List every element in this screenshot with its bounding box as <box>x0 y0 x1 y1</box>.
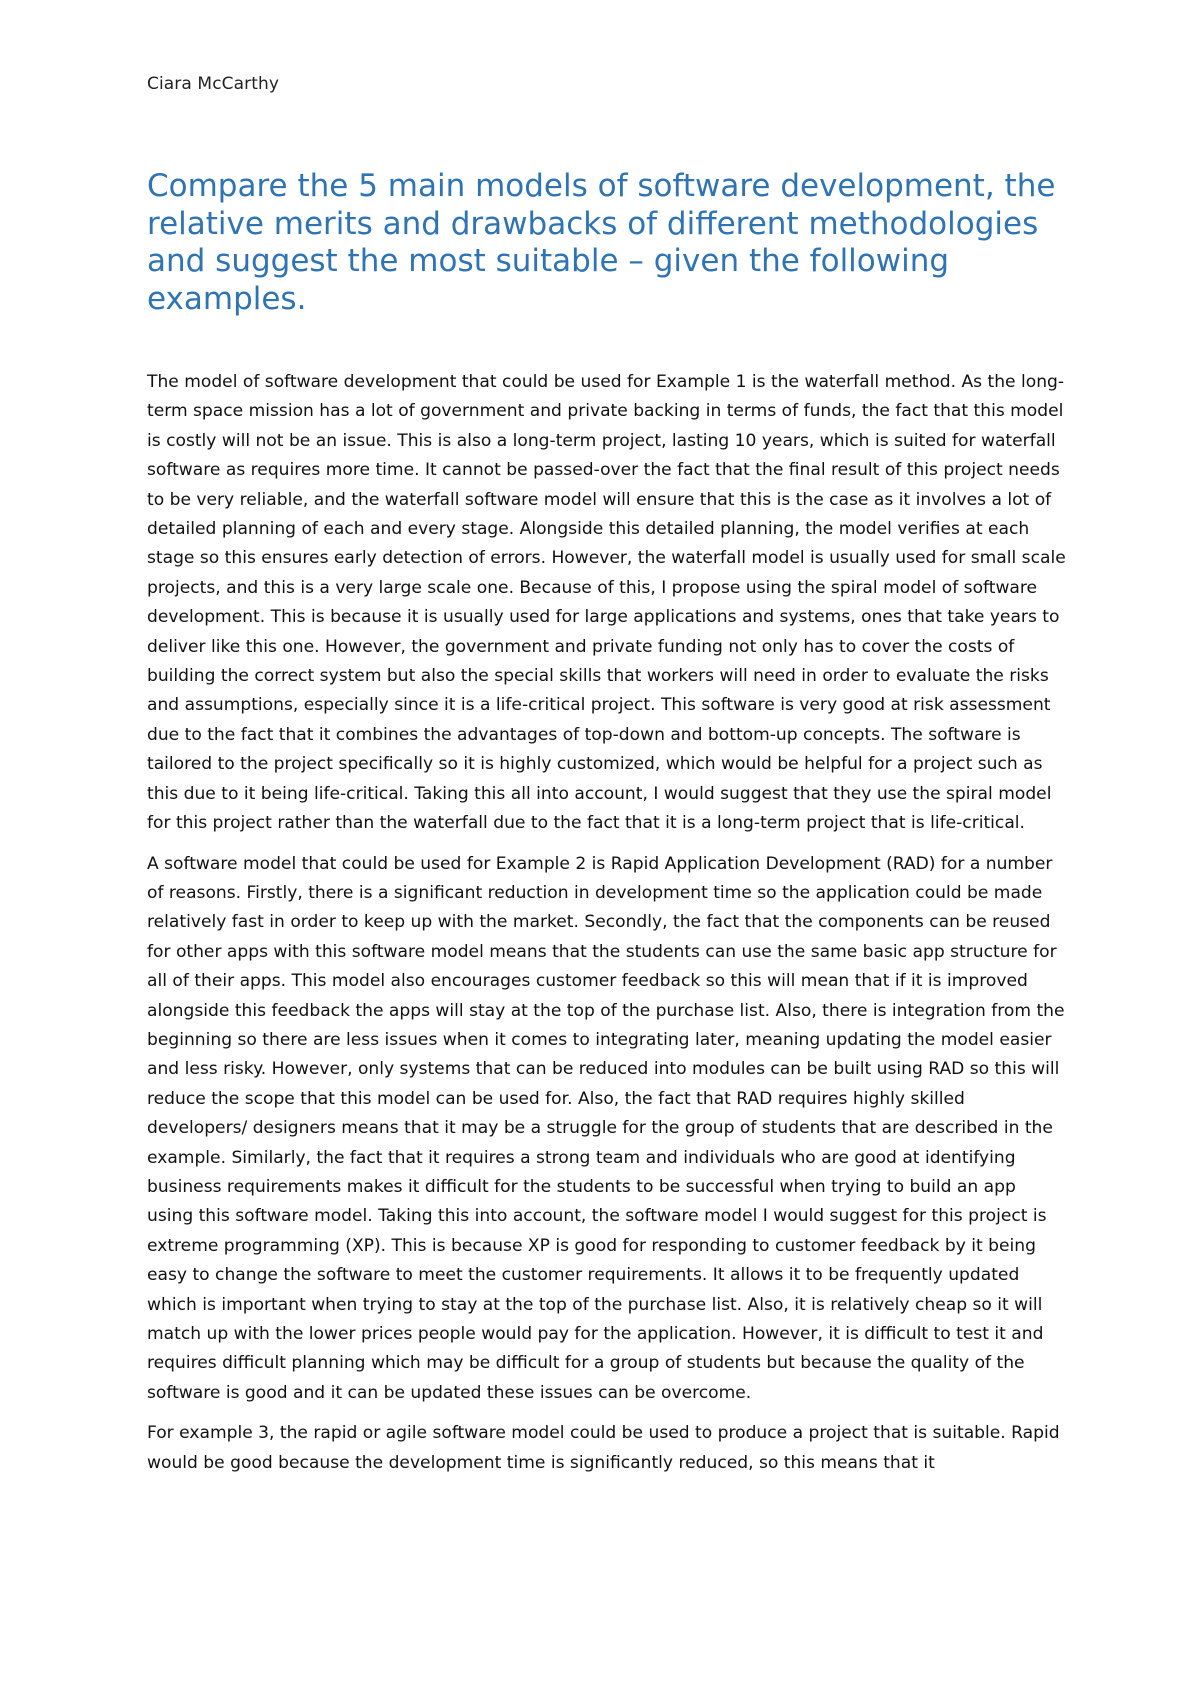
paragraph-example-1: The model of software development that could be used for Example 1 is the waterfall method. As the long-term space mission has a lot of government and private backing in terms of funds, the fact that this model is costly will not be an issue. This is also a long-term project, lasting 10 years, which is suited for waterfall software as requires more time. It cannot be passed-over the fact that the final result of this project needs to be very reliable, and the waterfall software model will ensure that this is the case as it involves a lot of detailed planning of each and every stage. Alongside this detailed planning, the model verifies at each stage so this ensures early detection of errors. However, the waterfall model is usually used for small scale projects, and this is a very large scale one. Because of this, I propose using the spiral model of software development. This is because it is usually used for large applications and systems, ones that take years to deliver like this one. However, the government and private funding not only has to cover the costs of building the correct system but also the special skills that workers will need in order to evaluate the risks and assumptions, especially since it is a life-critical project. This software is very good at risk assessment due to the fact that it combines the advantages of top-down and bottom-up concepts. The software is tailored to the project specifically so it is highly customized, which would be helpful for a project such as this due to it being life-critical. Taking this all into account, I would suggest that they use the spiral model for this project rather than the waterfall due to the fact that it is a long-term project that is life-critical. <box>147 372 1066 834</box>
document-body <box>147 368 1067 1489</box>
paragraph-example-2: A software model that could be used for Example 2 is Rapid Application Development (RAD) for a number of reasons. Firstly, there is a significant reduction in development time so the application could be made relatively fast in order to keep up with the market. Secondly, the fact that the components can be reused for other apps with this software model means that the students can use the same basic app structure for all of their apps. This model also encourages customer feedback so this will mean that if it is improved alongside this feedback the apps will stay at the top of the purchase list. Also, there is integration from the beginning so there are less issues when it comes to integrating later, meaning updating the model easier and less risky. However, only systems that can be reduced into modules can be built using RAD so this will reduce the scope that this model can be used for. Also, the fact that RAD requires highly skilled developers/ designers means that it may be a struggle for the group of students that are described in the example. Similarly, the fact that it requires a strong team and individuals who are good at identifying business requirements makes it difficult for the students to be successful when trying to build an app using this software model. Taking this into account, the software model I would suggest for this project is extreme programming (XP). This is because XP is good for responding to customer feedback by it being easy to change the software to meet the customer requirements. It allows it to be frequently updated which is important when trying to stay at the top of the purchase list. Also, it is relatively cheap so it will match up with the lower prices people would pay for the application. However, it is difficult to test it and requires difficult planning which may be difficult for a group of students but because the quality of the software is good and it can be updated these issues can be overcome. <box>147 853 1065 1403</box>
paragraph-example-3: For example 3, the rapid or agile software model could be used to produce a project that is suitable. Rapid would be good because the development time is significantly reduced, so this means that it <box>147 1423 1060 1473</box>
document-title: Compare the 5 main models of software development, the relative merits and drawbacks of different methodologies and suggest the most suitable – given the following examples. <box>147 168 1056 317</box>
author-name: Ciara McCarthy <box>147 74 280 94</box>
